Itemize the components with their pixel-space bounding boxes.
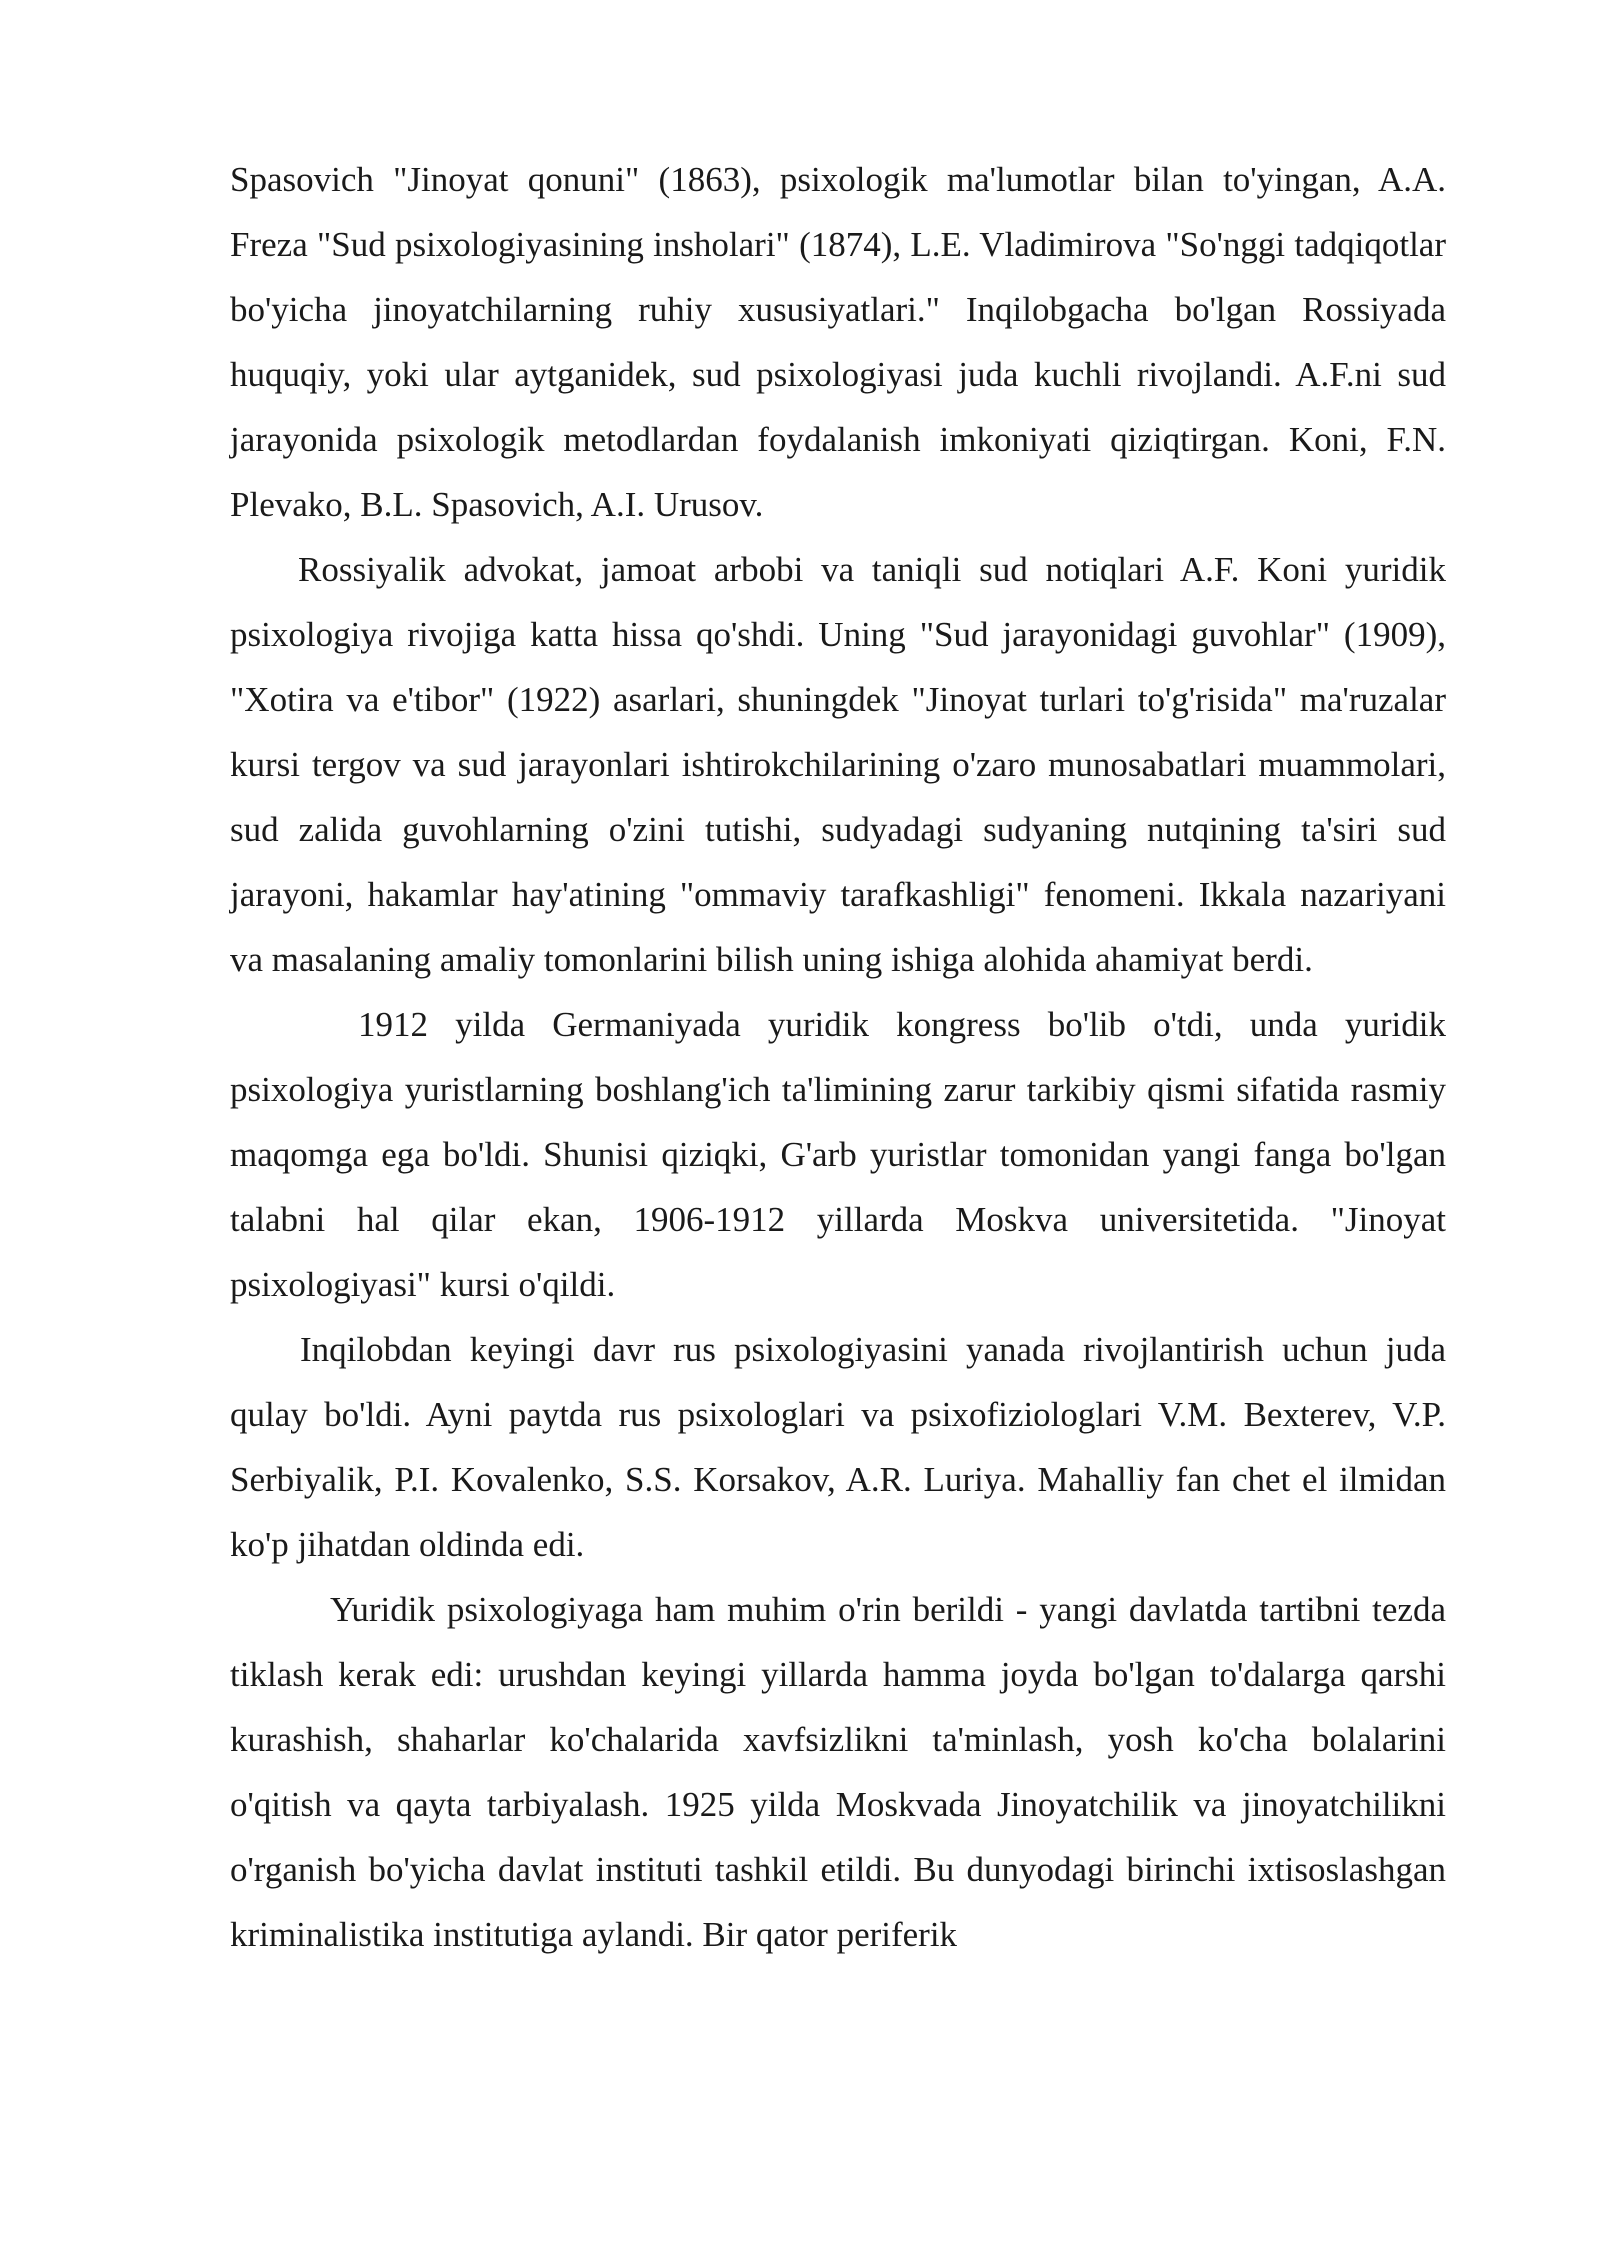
- document-page: [230, 147, 1446, 1967]
- paragraph-5: Yuridik psixologiyaga ham muhim o'rin berildi - yangi davlatda tartibni tezda tiklash kerak edi: urushdan keyingi yillarda hamma joyda bo'lgan to'dalarga qarshi kurashish, shaharlar ko'chalarida xavfsizlikni ta'minlash, yosh ko'cha bolalarini o'qitish va qayta tarbiyalash. 1925 yilda Moskvada Jinoyatchilik va jinoyatchilikni o'rganish bo'yicha davlat instituti tashkil etildi. Bu dunyodagi birinchi ixtisoslashgan kriminalistika institutiga aylandi. Bir qator periferik: [230, 1590, 1446, 1954]
- paragraph-1: Spasovich "Jinoyat qonuni" (1863), psixologik ma'lumotlar bilan to'yingan, A.A. Freza "Sud psixologiyasining insholari" (1874), L.E. Vladimirova "So'nggi tadqiqotlar bo'yicha jinoyatchilarning ruhiy xususiyatlari." Inqilobgacha bo'lgan Rossiyada huquqiy, yoki ular aytganidek, sud psixologiyasi juda kuchli rivojlandi. A.F.ni sud jarayonida psixologik metodlardan foydalanish imkoniyati qiziqtirgan. Koni, F.N. Plevako, B.L. Spasovich, A.I. Urusov.: [230, 160, 1446, 524]
- paragraph-2: Rossiyalik advokat, jamoat arbobi va taniqli sud notiqlari A.F. Koni yuridik psixologiya rivojiga katta hissa qo'shdi. Uning "Sud jarayonidagi guvohlar" (1909), "Xotira va e'tibor" (1922) asarlari, shuningdek "Jinoyat turlari to'g'risida" ma'ruzalar kursi tergov va sud jarayonlari ishtirokchilarining o'zaro munosabatlari muammolari, sud zalida guvohlarning o'zini tutishi, sudyadagi sudyaning nutqining ta'siri sud jarayoni, hakamlar hay'atining "ommaviy tarafkashligi" fenomeni. Ikkala nazariyani va masalaning amaliy tomonlarini bilish uning ishiga alohida ahamiyat berdi.: [230, 550, 1446, 979]
- paragraph-3: 1912 yilda Germaniyada yuridik kongress bo'lib o'tdi, unda yuridik psixologiya yuristlarning boshlang'ich ta'limining zarur tarkibiy qismi sifatida rasmiy maqomga ega bo'ldi. Shunisi qiziqki, G'arb yuristlar tomonidan yangi fanga bo'lgan talabni hal qilar ekan, 1906-1912 yillarda Moskva universitetida. "Jinoyat psixologiyasi" kursi o'qildi.: [230, 1005, 1446, 1304]
- paragraph-4: Inqilobdan keyingi davr rus psixologiyasini yanada rivojlantirish uchun juda qulay bo'ldi. Ayni paytda rus psixologlari va psixofiziologlari V.M. Bexterev, V.P. Serbiyalik, P.I. Kovalenko, S.S. Korsakov, A.R. Luriya. Mahalliy fan chet el ilmidan ko'p jihatdan oldinda edi.: [230, 1330, 1446, 1564]
